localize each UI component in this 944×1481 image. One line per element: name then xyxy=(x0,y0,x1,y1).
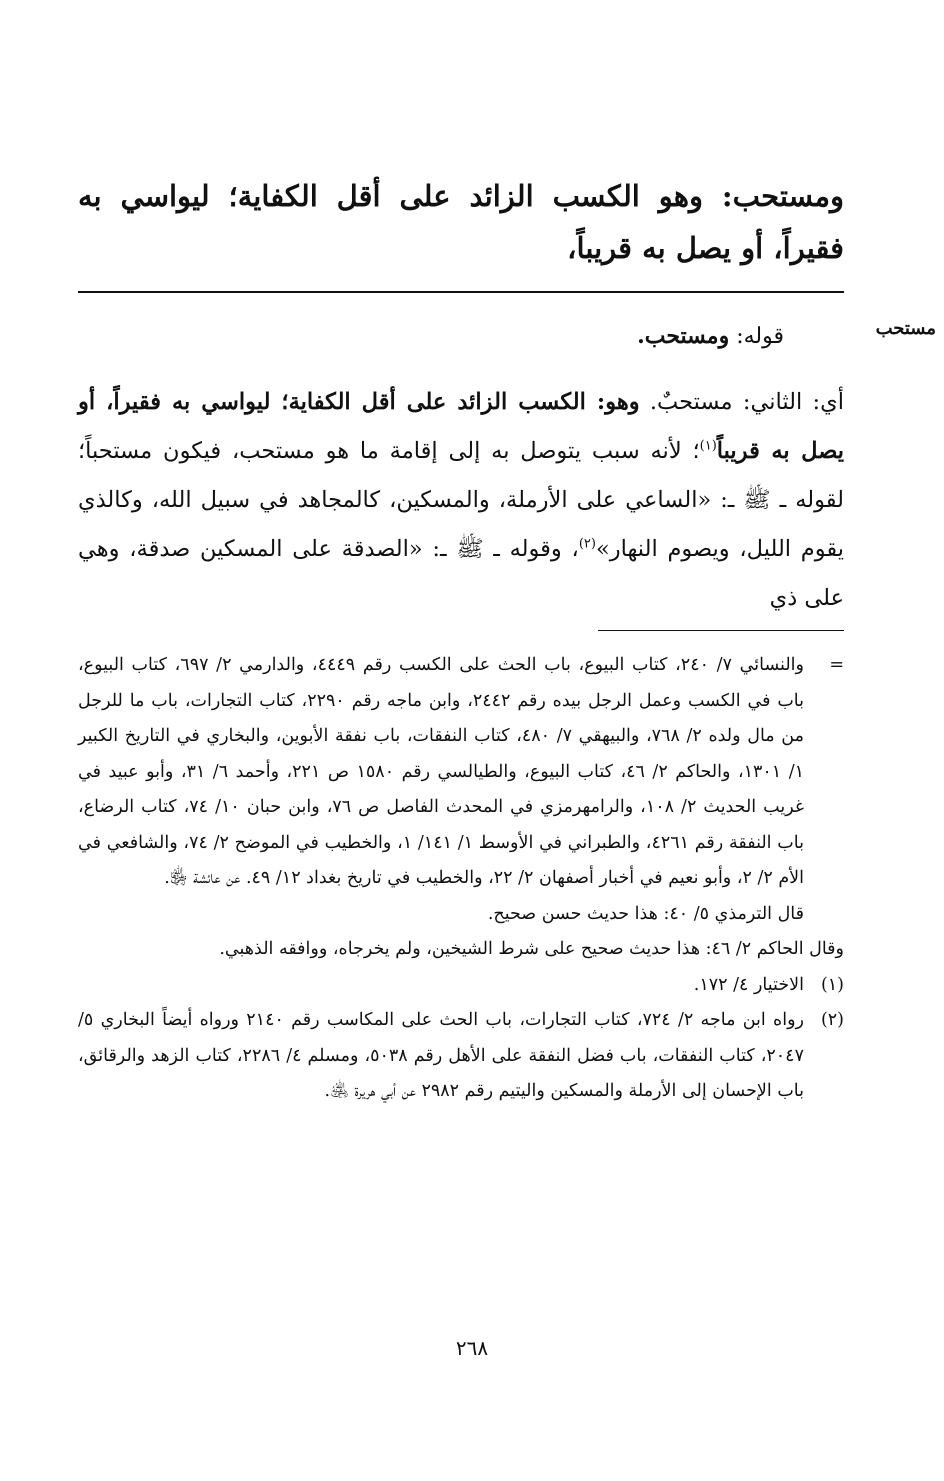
page-number: ٢٦٨ xyxy=(455,1336,489,1360)
footnote-continuation xyxy=(78,648,844,897)
footnote-continuation-text: والنسائي ٧/ ٢٤٠، كتاب البيوع، باب الحث على الكسب رقم ٤٤٤٩، والدارمي ٢/ ٦٩٧، كتاب البيوع، باب في الكسب وعمل الرجل بيده رقم ٢٤٤٢، وابن ماجه رقم ٢٢٩٠، كتاب التجارات، باب ما للرجل من مال ولده ٢/ ٧٦٨، والبيهقي ٧/ ٤٨٠، كتاب النفقات، باب نفقة الأبوين، والبخاري في التاريخ الكبير ١/ ١٣٠١، والحاكم ٢/ ٤٦، كتاب البيوع، والطيالسي رقم ١٥٨٠ ص ٢٢١، وأحمد ٦/ ٣١، وأبو عبيد في غريب الحديث ٢/ ١٠٨، والرامهرمزي في المحدث الفاصل ص ٧٦، وابن حبان ١٠/ ٧٤، كتاب الرضاع، باب النفقة رقم ٤٢٦١، والطبراني في الأوسط ١/ ١٤١/ ١، والخطيب في الموضح ٢/ ٧٤، والشافعي في الأم ٢/ ٢، وأبو نعيم في أخبار أصفهان ٢/ ٢٢، والخطيب في تاريخ بغداد ١٢/ ٤٩. عن عائشة ﵂. xyxy=(78,655,805,888)
matn-text xyxy=(78,170,844,274)
footnote-tirmidhi-text: قال الترمذي ٥/ ٤٠: هذا حديث حسن صحيح. xyxy=(487,903,804,924)
footnote-2-marker: (٢) xyxy=(820,1010,844,1030)
section-divider xyxy=(78,291,844,293)
commentary-part1: أي: الثاني: مستحبٌ. xyxy=(639,389,844,415)
margin-note: مستحب xyxy=(875,318,936,339)
footnote-separator xyxy=(598,630,844,631)
commentary-part3: ، وقوله ـ ﷺ ـ: «الصدقة على المسكين صدقة، وهي على ذي xyxy=(78,536,844,611)
qawluh-heading xyxy=(637,316,784,357)
commentary-paragraph xyxy=(78,378,844,623)
footnotes xyxy=(78,648,844,1110)
footnote-1-text: الاختيار ٤/ ١٧٢. xyxy=(693,974,804,995)
footnote-ref-1[interactable]: (١) xyxy=(699,438,717,454)
footnote-continuation-marker: = xyxy=(829,655,844,675)
footnote-hakim: وقال الحاكم ٢/ ٤٦: هذا حديث صحيح على شرط الشيخين، ولم يخرجاه، ووافقه الذهبي. xyxy=(219,939,844,959)
matn-paragraph: ومستحب: وهو الكسب الزائد على أقل الكفاية؛ ليواسي به فقيراً، أو يصل به قريباً، xyxy=(78,179,844,265)
footnote-1-marker: (١) xyxy=(820,974,844,995)
commentary-bold-quote: وهو: الكسب الزائد على أقل الكفاية؛ ليواسي به فقيراً، أو يصل به قريباً xyxy=(78,389,844,464)
footnote-ref-2[interactable]: (٢) xyxy=(578,536,596,552)
footnote-1 xyxy=(78,968,844,1004)
footnote-2 xyxy=(78,1003,844,1110)
commentary-part2: ؛ لأنه سبب يتوصل به إلى إقامة ما هو مستحب، فيكون مستحباً؛ لقوله ـ ﷺ ـ: «الساعي على الأرملة، والمسكين، كالمجاهد في سبيل الله، وكالذي يقوم الليل، ويصوم النهار» xyxy=(78,438,845,562)
footnote-2-text: رواه ابن ماجه ٢/ ٧٢٤، كتاب التجارات، باب الحث على المكاسب رقم ٢١٤٠ ورواه أيضاً البخاري ٥/ ٢٠٤٧، كتاب النفقات، باب فضل النفقة على الأهل رقم ٥٠٣٨، ومسلم ٤/ ٢٢٨٦، كتاب الزهد والرقائق، باب الإحسان إلى الأرملة والمسكين واليتيم رقم ٢٩٨٢ عن أبي هريرة ﵁. xyxy=(78,1010,804,1101)
commentary xyxy=(78,378,844,623)
footnote-tirmidhi xyxy=(78,897,844,933)
qawluh-term: ومستحب. xyxy=(637,323,730,349)
qawluh-prefix: قوله: xyxy=(729,324,784,349)
